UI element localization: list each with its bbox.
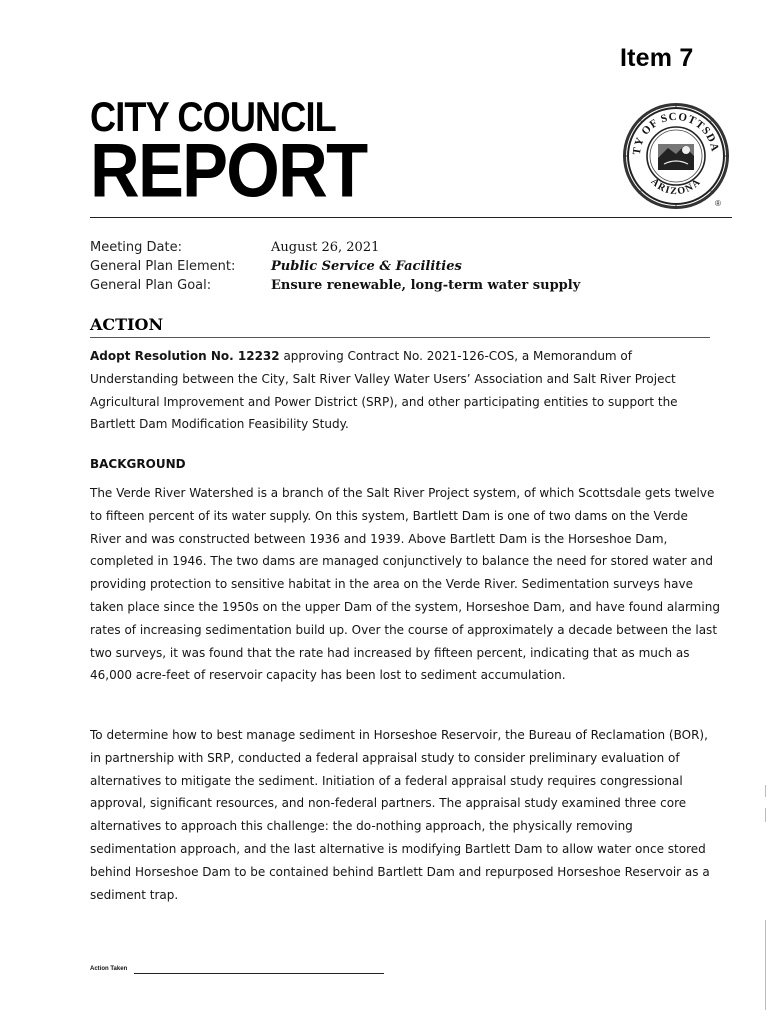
action-paragraph: [90, 345, 720, 436]
action-divider: [90, 337, 710, 338]
background-paragraph-2: To determine how to best manage sediment in Horseshoe Reservoir, the Bureau of Reclamation (BOR), in partnership with SRP, conducted a federal appraisal study to consider preliminary evaluation of alternatives to mitigate the sediment. Initiation of a federal appraisal study requires congressional approval, significant resources, and non-federal partners. The appraisal study examined three core alternatives to approach this challenge: the do-nothing approach, the physically removing sedimentation approach, and the last alternative is modifying Bartlett Dam to allow water once stored behind Horseshoe Dam to be contained behind Bartlett Dam and repurposed Horseshoe Reservoir as a sediment trap.: [90, 728, 710, 902]
scan-edge-mark: [765, 785, 766, 797]
item-number-label: Item 7: [620, 44, 694, 72]
meta-value: August 26, 2021: [271, 240, 380, 255]
header-divider: [90, 217, 732, 218]
meta-value: Public Service & Facilities: [271, 259, 462, 274]
masthead-report: REPORT: [90, 128, 367, 213]
seal-registered-mark: ®: [715, 199, 721, 208]
report-masthead: [90, 93, 411, 213]
background-heading: BACKGROUND: [90, 457, 186, 471]
action-taken-label: Action Taken: [90, 966, 128, 972]
action-lead: Adopt Resolution No. 12232: [90, 349, 280, 363]
seal-text-top: TY OF SCOTTSDA: [630, 110, 721, 156]
scan-edge-mark: [765, 920, 766, 1010]
city-seal-icon: [620, 100, 732, 212]
meta-label: Meeting Date:: [90, 240, 182, 255]
scan-edge-mark: [765, 808, 766, 822]
meta-value: Ensure renewable, long-term water supply: [271, 278, 581, 293]
seal-text-bottom: ARIZONA: [648, 176, 704, 198]
meta-label: General Plan Element:: [90, 259, 236, 274]
meta-label: General Plan Goal:: [90, 278, 212, 293]
action-heading: ACTION: [90, 315, 164, 334]
action-taken-line: [134, 973, 384, 974]
masthead-city-council: CITY COUNCIL: [90, 93, 336, 140]
action-text: approving Contract No. 2021-126-COS, a Memorandum of Understanding between the City, Salt River Valley Water Users’ Association and Salt River Project Agricultural Improvement and Power District (SRP), and other participating entities to support the Bartlett Dam Modification Feasibility Study.: [90, 349, 678, 432]
background-paragraph-1: The Verde River Watershed is a branch of the Salt River Project system, of which Scottsdale gets twelve to fifteen percent of its water supply. On this system, Bartlett Dam is one of two dams on the Verde River and was constructed between 1936 and 1939. Above Bartlett Dam is the Horseshoe Dam, completed in 1946. The two dams are managed conjunctively to balance the need for stored water and providing protection to sensitive habitat in the area on the Verde River. Sedimentation surveys have taken place since the 1950s on the upper Dam of the system, Horseshoe Dam, and have found alarming rates of increasing sedimentation build up. Over the course of approximately a decade between the last two surveys, it was found that the rate had increased by fifteen percent, indicating that as much as 46,000 acre-feet of reservoir capacity has been lost to sediment accumulation.: [90, 486, 720, 683]
